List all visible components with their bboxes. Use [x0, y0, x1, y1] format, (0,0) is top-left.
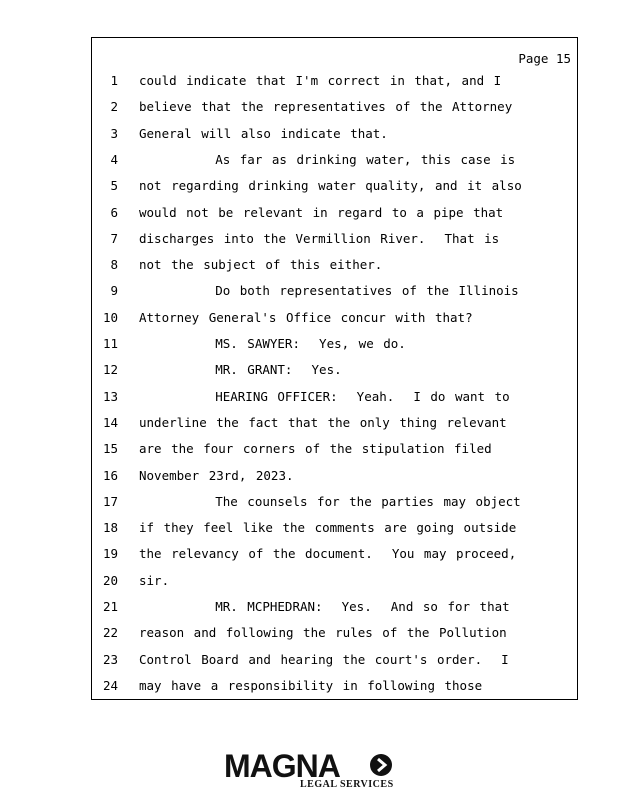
line-number: 9	[110, 283, 118, 299]
transcript-line	[92, 625, 577, 651]
line-text: would not be relevant in regard to a pipe that	[139, 204, 504, 220]
transcript-line	[92, 283, 577, 309]
transcript-line	[92, 494, 577, 520]
line-text: not the subject of this either.	[139, 257, 383, 273]
line-text: if they feel like the comments are going outside	[139, 520, 517, 536]
line-text: HEARING OFFICER: Yeah. I do want to	[139, 388, 510, 404]
line-number: 3	[110, 125, 118, 141]
line-number: 6	[110, 204, 118, 220]
line-text: General will also indicate that.	[139, 125, 388, 141]
line-text: sir.	[139, 572, 170, 588]
line-text: not regarding drinking water quality, and it also	[139, 178, 522, 194]
line-text: November 23rd, 2023.	[139, 467, 294, 483]
transcript-line	[92, 257, 577, 283]
line-text: discharges into the Vermillion River. That is	[139, 230, 500, 246]
transcript-line	[92, 678, 577, 704]
line-number: 19	[102, 546, 118, 562]
transcript-line	[92, 520, 577, 546]
transcript-line	[92, 126, 577, 152]
transcript-line	[92, 362, 577, 388]
transcript-line	[92, 599, 577, 625]
line-number: 1	[110, 73, 118, 88]
line-text: are the four corners of the stipulation filed	[139, 441, 492, 457]
transcript-line	[92, 205, 577, 231]
transcript-line	[92, 415, 577, 441]
chevron-right-icon	[370, 754, 392, 776]
magna-logo	[224, 748, 399, 793]
transcript-line	[92, 152, 577, 178]
line-text: may have a responsibility in following those	[139, 677, 483, 693]
line-text: As far as drinking water, this case is	[139, 151, 516, 167]
page-number: Page 15	[518, 51, 571, 66]
transcript-line	[92, 468, 577, 494]
line-number: 5	[110, 178, 118, 194]
line-number: 18	[102, 520, 118, 536]
line-number: 11	[102, 336, 118, 351]
line-number: 12	[102, 362, 118, 378]
line-text: MR. GRANT: Yes.	[139, 362, 342, 378]
transcript-line	[92, 178, 577, 204]
line-number: 24	[102, 677, 118, 693]
line-text: Control Board and hearing the court's order. I	[139, 651, 509, 667]
line-number: 15	[102, 441, 118, 457]
line-text: could indicate that I'm correct in that, and I	[139, 73, 502, 88]
line-number: 22	[102, 625, 118, 641]
transcript-line	[92, 310, 577, 336]
logo-wordmark: MAGNA	[224, 748, 340, 784]
line-text: Attorney General's Office concur with that?	[139, 309, 473, 325]
line-text: MS. SAWYER: Yes, we do.	[139, 336, 406, 351]
line-text: The counsels for the parties may object	[139, 493, 521, 509]
line-text: reason and following the rules of the Pollution	[139, 625, 507, 641]
transcript-line	[92, 336, 577, 362]
transcript-line	[92, 389, 577, 415]
transcript-line	[92, 546, 577, 572]
line-number: 10	[102, 309, 118, 325]
line-number: 4	[110, 151, 118, 167]
line-text: MR. MCPHEDRAN: Yes. And so for that	[139, 599, 510, 614]
line-text: believe that the representatives of the Attorney	[139, 99, 513, 115]
line-number: 16	[102, 467, 118, 483]
line-text: the relevancy of the document. You may proceed,	[139, 546, 517, 562]
transcript-line	[92, 652, 577, 678]
line-number: 17	[102, 493, 118, 509]
line-number: 21	[102, 599, 118, 614]
line-number: 13	[102, 388, 118, 404]
line-number: 8	[110, 257, 118, 273]
transcript-line	[92, 441, 577, 467]
transcript-line	[92, 99, 577, 125]
transcript-page	[91, 37, 578, 700]
line-number: 20	[102, 572, 118, 588]
transcript-line	[92, 573, 577, 599]
line-number: 7	[110, 230, 118, 246]
logo-subtitle: LEGAL SERVICES	[300, 779, 394, 790]
line-text: underline the fact that the only thing relevant	[139, 414, 507, 430]
transcript-line	[92, 231, 577, 257]
line-number: 2	[110, 99, 118, 115]
line-text: Do both representatives of the Illinois	[139, 283, 519, 299]
line-number: 14	[102, 414, 118, 430]
transcript-line	[92, 73, 577, 99]
line-number: 23	[102, 651, 118, 667]
